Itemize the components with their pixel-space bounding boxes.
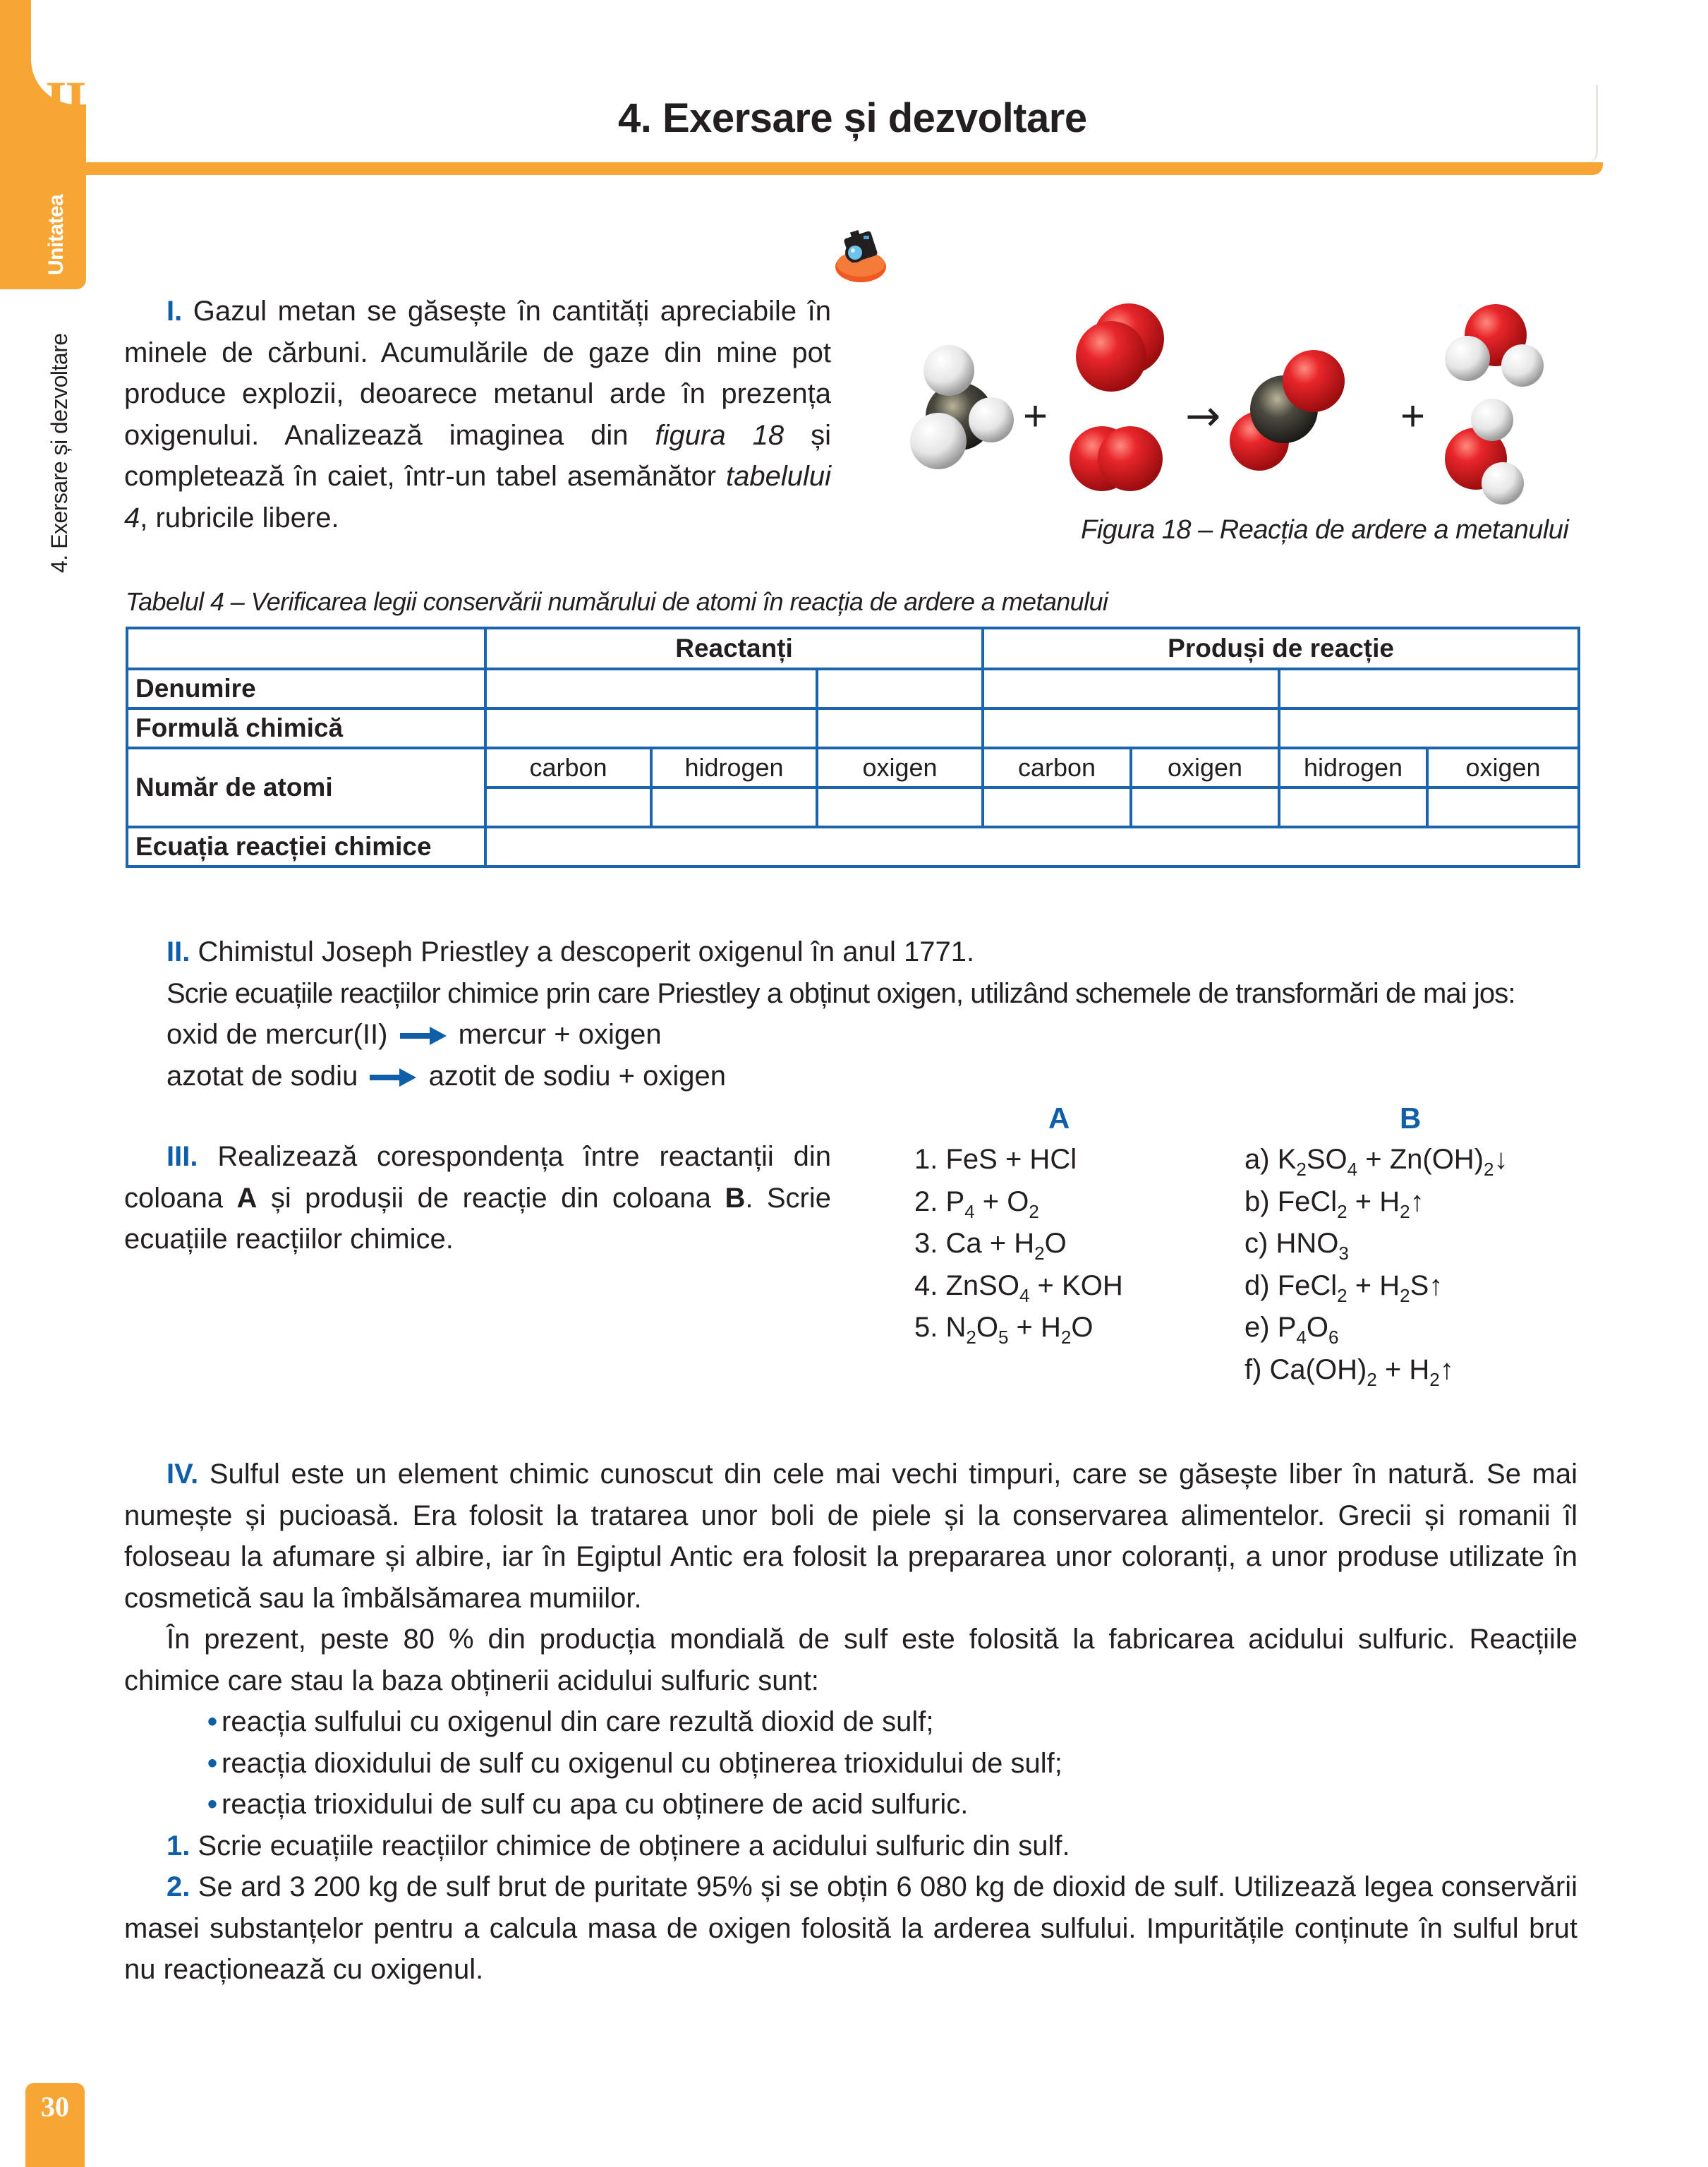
atom-header: oxigen <box>1131 748 1279 787</box>
row-header-name: Denumire <box>127 669 485 708</box>
column-b-item <box>1244 1139 1597 1181</box>
oxygen-molecule-1 <box>1076 303 1164 392</box>
scheme-1-left: oxid de mercur(II) <box>166 1019 388 1050</box>
formula-text: + KOH <box>1029 1269 1123 1301</box>
col-header-reactants: Reactanți <box>485 628 983 669</box>
cell-empty[interactable] <box>983 787 1131 827</box>
section-3-text <box>124 1136 831 1260</box>
column-a-ref: A <box>236 1182 258 1214</box>
column-a-heading: A <box>1048 1101 1070 1135</box>
section-2-line-1 <box>166 931 1585 973</box>
formula-text: ↓ <box>1494 1144 1508 1175</box>
formula-text: O <box>1071 1312 1094 1343</box>
section-1-text <box>124 291 831 538</box>
header-underline <box>86 162 1603 175</box>
task-1-text: Scrie ecuațiile reacțiilor chimice de obținere a acidului sulfuric din sulf. <box>198 1830 1070 1861</box>
task-1-number: 1. <box>166 1830 190 1861</box>
cell-empty[interactable] <box>485 827 1579 867</box>
formula-text: ZnSO <box>945 1269 1019 1301</box>
bullet-icon: • <box>207 1706 218 1737</box>
task-2 <box>124 1866 1577 1991</box>
formula-text: + Zn(OH) <box>1357 1144 1484 1175</box>
column-b-heading: B <box>1400 1101 1422 1135</box>
column-b-item-label: c) <box>1244 1228 1276 1259</box>
formula-text: + H <box>1347 1269 1400 1301</box>
cell-empty[interactable] <box>1279 669 1579 708</box>
table-row <box>127 827 1579 867</box>
column-a-item <box>914 1223 1225 1265</box>
formula-subscript: 4 <box>1296 1327 1307 1348</box>
column-b <box>1244 1098 1597 1391</box>
formula-text: O <box>1306 1312 1328 1343</box>
section-4-paragraph-1 <box>124 1454 1577 1619</box>
cell-empty[interactable] <box>817 708 983 748</box>
bullet-item <box>124 1743 1577 1785</box>
section-4-para-1-text: Sulful este un element chimic cunoscut din cele mai vechi timpuri, care se găsește liber în natură. Se mai numește și pucioasă. Era folosit la tratarea unor boli de piele și la conservarea alimentelor. Grecii și romanii îl foloseau la afumare și albire, iar în Egiptul Antic era folosit la prepararea unor coloranți, a unor produse utilizate în cosmetică sau la îmbălsămarea mumiilor. <box>124 1459 1577 1614</box>
section-3-number: III. <box>166 1141 198 1172</box>
figure-caption: Figura 18 – Reacția de ardere a metanului <box>1081 515 1569 545</box>
formula-text: HNO <box>1276 1228 1339 1259</box>
formula-subscript: 2 <box>1034 1243 1045 1264</box>
column-a-item <box>914 1265 1225 1308</box>
formula-subscript: 2 <box>1296 1159 1307 1180</box>
scheme-1-right: mercur + oxigen <box>458 1019 662 1050</box>
section-4-number: IV. <box>166 1459 199 1490</box>
water-molecule-1 <box>1445 304 1544 387</box>
section-2-number: II. <box>166 936 190 967</box>
column-a-item-label: 2. <box>914 1185 946 1217</box>
section-1-text-a: Gazul metan se găsește în cantități apreciabile în minele de cărbuni. Acumulările de gaze din mine pot produce explozii, deoarece metanul arde în prezența oxigenului. Analizează imaginea din <box>124 296 831 451</box>
atom-header: hidrogen <box>651 748 817 787</box>
column-a-item-label: 5. <box>914 1312 946 1343</box>
atom-header: hidrogen <box>1279 748 1427 787</box>
cell-empty[interactable] <box>1279 708 1579 748</box>
column-a <box>914 1098 1225 1349</box>
section-3-text-b: și produșii de reacție din coloana <box>257 1182 725 1214</box>
page-title: 4. Exersare și dezvoltare <box>618 95 1087 141</box>
scheme-1 <box>166 1014 1585 1056</box>
section-4 <box>124 1454 1577 1991</box>
formula-text: FeCl <box>1277 1185 1338 1217</box>
column-b-item-label: d) <box>1244 1269 1278 1301</box>
row-header-equation: Ecuația reacției chimice <box>127 827 485 867</box>
column-a-item <box>914 1181 1225 1224</box>
bullet-item <box>124 1701 1577 1743</box>
column-a-item <box>914 1307 1225 1349</box>
reaction-arrow: → <box>1185 392 1221 441</box>
formula-text: SO <box>1306 1144 1347 1175</box>
cell-empty[interactable] <box>1131 787 1279 827</box>
scheme-2-left: azotat de sodiu <box>166 1060 358 1092</box>
formula-subscript: 2 <box>1400 1284 1410 1306</box>
cell-empty[interactable] <box>485 787 651 827</box>
formula-text: P <box>945 1185 965 1217</box>
formula-text: Ca(OH) <box>1269 1353 1367 1385</box>
unit-number: II <box>45 70 85 131</box>
water-molecule-2 <box>1445 399 1524 505</box>
column-b-items <box>1244 1139 1597 1391</box>
section-1-text-c: , rubricile libere. <box>140 502 339 533</box>
formula-subscript: 4 <box>1347 1159 1358 1180</box>
bullet-item <box>124 1784 1577 1825</box>
table-row <box>127 708 1579 748</box>
section-3-text-a: Realizează corespondența între reactanții din coloana <box>124 1141 831 1214</box>
atom-header: oxigen <box>817 748 983 787</box>
task-2-number: 2. <box>166 1871 190 1902</box>
formula-subscript: 2 <box>1337 1200 1347 1222</box>
col-header-products: Produși de reacție <box>983 628 1579 669</box>
formula-text: P <box>1277 1312 1297 1343</box>
cell-empty[interactable] <box>817 787 983 827</box>
chapter-side-caption: 4. Exersare și dezvoltare <box>47 333 72 573</box>
row-header-atom-count: Număr de atomi <box>127 748 485 827</box>
page-number: 30 <box>41 2091 69 2123</box>
formula-subscript: 2 <box>1367 1368 1377 1390</box>
bullet-text: reacția trioxidului de sulf cu apa cu obținere de acid sulfuric. <box>222 1789 969 1820</box>
plus-sign-2: + <box>1400 392 1426 440</box>
column-b-item <box>1244 1349 1597 1392</box>
formula-subscript: 4 <box>964 1200 975 1222</box>
cell-empty[interactable] <box>485 708 817 748</box>
section-2 <box>166 931 1585 1097</box>
section-2-intro: Chimistul Joseph Priestley a descoperit oxigenul în anul 1771. <box>198 936 975 967</box>
cell-empty[interactable] <box>485 669 817 708</box>
column-a-item-label: 4. <box>914 1269 946 1301</box>
formula-text: S↑ <box>1410 1269 1443 1301</box>
task-2-text: Se ard 3 200 kg de sulf brut de puritate 95% și se obțin 6 080 kg de dioxid de sulf. Utilizează legea conservării masei substanțelor pentru a calcula masa de oxigen folosită la arderea sulfului. Impuritățile conținute în sulful brut nu reacționează cu oxigenul. <box>124 1871 1577 1985</box>
formula-text: + H <box>1008 1312 1061 1343</box>
column-a-items <box>914 1139 1225 1349</box>
formula-text: + H <box>1376 1353 1430 1385</box>
formula-subscript: 4 <box>1019 1284 1030 1306</box>
section-1-text-b: și completează în caiet, într-un tabel asemănător <box>124 419 831 492</box>
bullet-icon: • <box>207 1789 218 1820</box>
column-b-item <box>1244 1265 1597 1308</box>
column-b-item <box>1244 1307 1597 1349</box>
formula-subscript: 2 <box>1060 1327 1072 1348</box>
oxygen-molecule-2 <box>1070 426 1163 491</box>
formula-subscript: 2 <box>1429 1368 1440 1390</box>
blue-arrow-icon <box>368 1067 418 1088</box>
atom-header: carbon <box>485 748 651 787</box>
cell-empty[interactable] <box>817 669 983 708</box>
column-b-item <box>1244 1223 1597 1265</box>
cell-empty[interactable] <box>651 787 817 827</box>
carbon-dioxide-molecule <box>1230 350 1345 471</box>
bullet-text: reacția dioxidului de sulf cu oxigenul cu obținerea trioxidului de sulf; <box>222 1747 1062 1779</box>
formula-text: FeS + HCl <box>945 1144 1077 1175</box>
cell-empty[interactable] <box>983 708 1279 748</box>
task-1 <box>124 1825 1577 1867</box>
formula-text: + H <box>1347 1185 1400 1217</box>
column-b-item-label: e) <box>1244 1312 1278 1343</box>
row-header-formula: Formulă chimică <box>127 708 485 748</box>
formula-text: O <box>1044 1228 1067 1259</box>
formula-subscript: 2 <box>1337 1284 1347 1306</box>
column-a-item <box>914 1139 1225 1181</box>
table-caption: Tabelul 4 – Verificarea legii conservării numărului de atomi în reacția de ardere a metanului <box>126 587 1108 616</box>
formula-text: Ca + H <box>945 1228 1035 1259</box>
column-b-item <box>1244 1181 1597 1224</box>
section-4-paragraph-2: În prezent, peste 80 % din producția mondială de sulf este folosită la fabricarea acidului sulfuric. Reacțiile chimice care stau la baza obținerii acidului sulfuric sunt: <box>124 1624 1577 1696</box>
bullet-icon: • <box>207 1747 218 1779</box>
cell-empty[interactable] <box>983 669 1279 708</box>
table-row <box>127 669 1579 708</box>
table-row <box>127 748 1579 787</box>
table-reference: tabelului 4 <box>124 461 831 533</box>
formula-text: + O <box>974 1185 1029 1217</box>
table-corner-cell <box>127 628 485 669</box>
table-header-row <box>127 628 1579 669</box>
column-b-item-label: a) <box>1244 1144 1278 1175</box>
column-b-item-label: f) <box>1244 1353 1270 1385</box>
column-a-item-label: 3. <box>914 1228 946 1259</box>
blue-arrow-icon <box>399 1025 448 1046</box>
formula-subscript: 2 <box>966 1327 976 1348</box>
formula-subscript: 5 <box>998 1327 1009 1348</box>
formula-subscript: 2 <box>1029 1200 1039 1222</box>
section-2-instruction: Scrie ecuațiile reacțiilor chimice prin care Priestley a obținut oxigen, utilizând schemele de transformări de mai jos: <box>166 977 1515 1009</box>
figure-reference: figura 18 <box>655 419 785 451</box>
column-a-item-label: 1. <box>914 1144 946 1175</box>
section-1-number: I. <box>166 296 183 327</box>
formula-subscript: 2 <box>1400 1200 1410 1222</box>
scheme-2-right: azotit de sodiu + oxigen <box>428 1060 726 1092</box>
section-3-text-c: . Scrie ecuațiile reacțiilor chimice. <box>124 1182 831 1255</box>
formula-subscript: 6 <box>1328 1327 1339 1348</box>
formula-subscript: 2 <box>1484 1159 1494 1180</box>
atom-header: carbon <box>983 748 1131 787</box>
cell-empty[interactable] <box>1427 787 1579 827</box>
column-b-item-label: b) <box>1244 1185 1278 1217</box>
scheme-2 <box>166 1056 1585 1097</box>
formula-text: N <box>945 1312 967 1343</box>
methane-molecule <box>910 345 1014 469</box>
bullet-text: reacția sulfului cu oxigenul din care rezultă dioxid de sulf; <box>222 1706 934 1737</box>
table-4 <box>126 627 1580 868</box>
formula-subscript: 3 <box>1338 1243 1349 1264</box>
camera-icon <box>831 224 892 285</box>
cell-empty[interactable] <box>1279 787 1427 827</box>
atom-header: oxigen <box>1427 748 1579 787</box>
formula-text: K <box>1277 1144 1297 1175</box>
formula-text: ↑ <box>1410 1185 1424 1217</box>
plus-sign-1: + <box>1023 392 1048 440</box>
figure-18-methane-combustion <box>875 289 1587 522</box>
formula-text: O <box>976 1312 998 1343</box>
column-b-ref: B <box>725 1182 746 1214</box>
unit-label: Unitatea <box>44 194 68 275</box>
formula-text: FeCl <box>1277 1269 1338 1301</box>
formula-text: ↑ <box>1439 1353 1454 1385</box>
